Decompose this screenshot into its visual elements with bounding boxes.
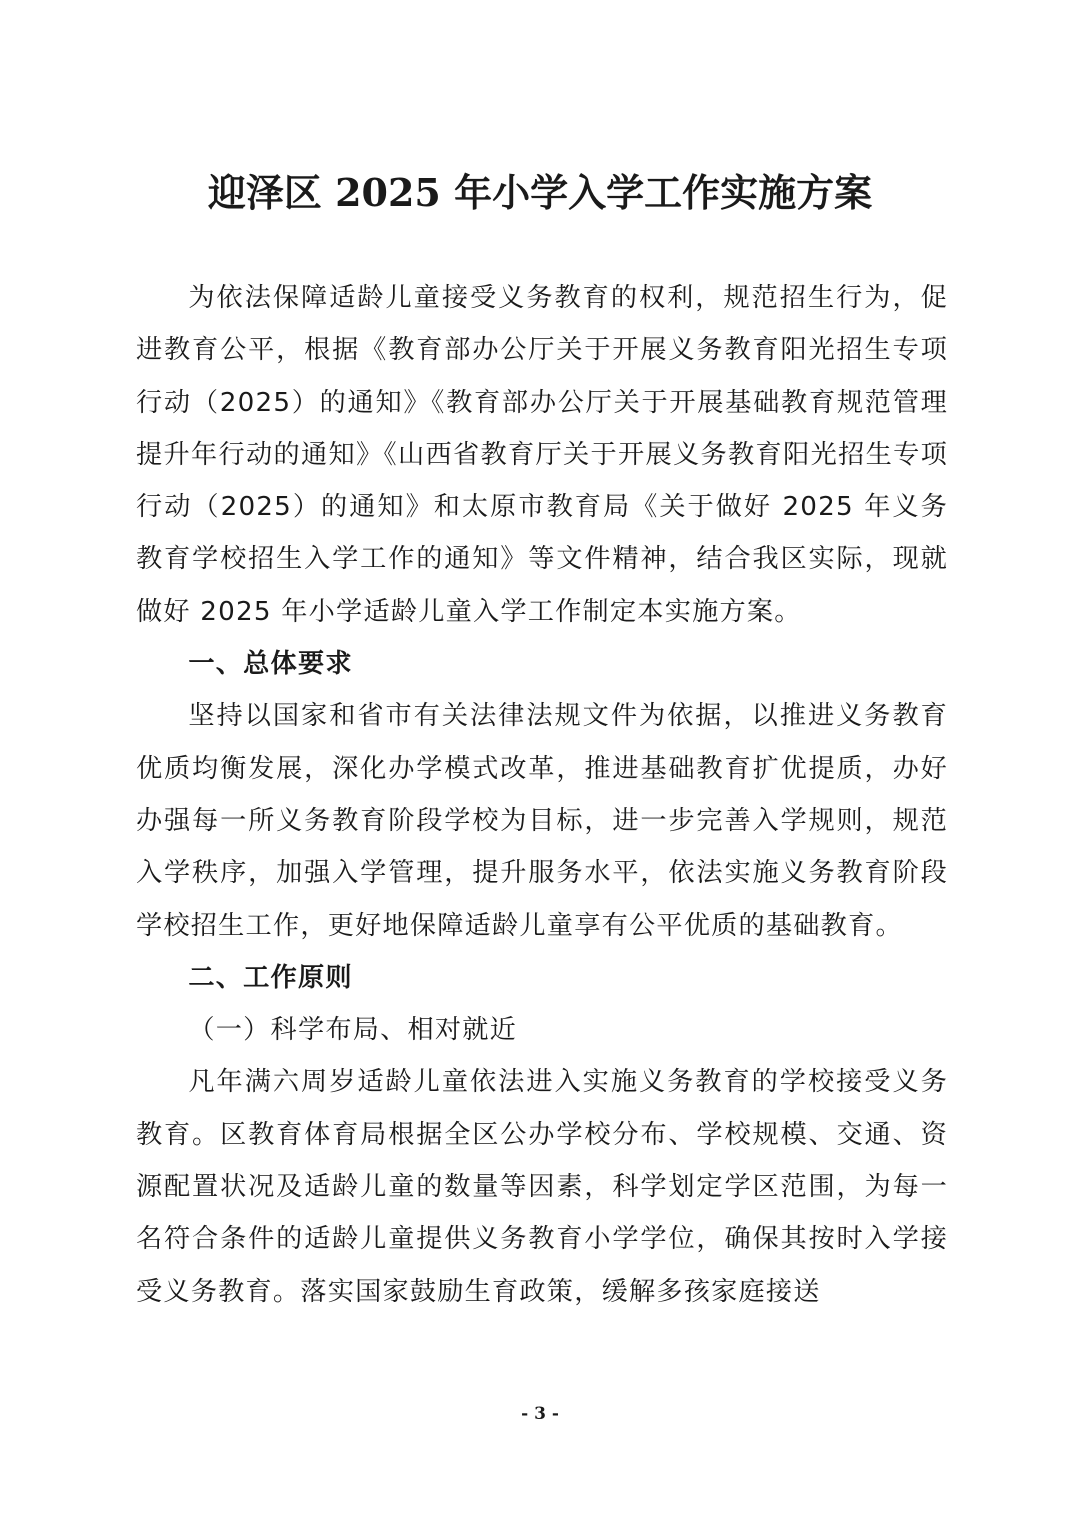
section-1-heading: 一、总体要求 bbox=[188, 649, 353, 680]
subsection-2-1-paragraph: 凡年满六周岁适龄儿童依法进入实施义务教育的学校接受义务教育。区教育体育局根据全区公办学校分布、学校规模、交通、资源配置状况及适龄儿童的数量等因素，科学划定学区范围，为每一名符合条件的适龄儿童提供义务教育小学学位，确保其按时入学接受义务教育。落实国家鼓励生育政策，缓解多孩家庭接送 bbox=[136, 1067, 948, 1307]
section-1-paragraph: 坚持以国家和省市有关法律法规文件为依据，以推进义务教育优质均衡发展，深化办学模式改革，推进基础教育扩优提质，办好办强每一所义务教育阶段学校为目标，进一步完善入学规则，规范入学秩序，加强入学管理，提升服务水平，依法实施义务教育阶段学校招生工作，更好地保障适龄儿童享有公平优质的基础教育。 bbox=[136, 701, 948, 941]
document-title: 迎泽区 2025 年小学入学工作实施方案 bbox=[207, 170, 873, 215]
page-number: - 3 - bbox=[521, 1404, 559, 1424]
intro-paragraph: 为依法保障适龄儿童接受义务教育的权利，规范招生行为，促进教育公平，根据《教育部办公厅关于开展义务教育阳光招生专项行动（2025）的通知》《教育部办公厅关于开展基础教育规范管理提升年行动的通知》《山西省教育厅关于开展义务教育阳光招生专项行动（2025）的通知》和太原市教育局《关于做好 2025 年义务教育学校招生入学工作的通知》等文件精神，结合我区实际，现就做好 2025 年小学适龄儿童入学工作制定本实施方案。 bbox=[136, 283, 948, 627]
subsection-2-1-heading: （一）科学布局、相对就近 bbox=[188, 1015, 518, 1046]
section-2-heading: 二、工作原则 bbox=[188, 962, 353, 993]
document-body bbox=[136, 272, 948, 1318]
